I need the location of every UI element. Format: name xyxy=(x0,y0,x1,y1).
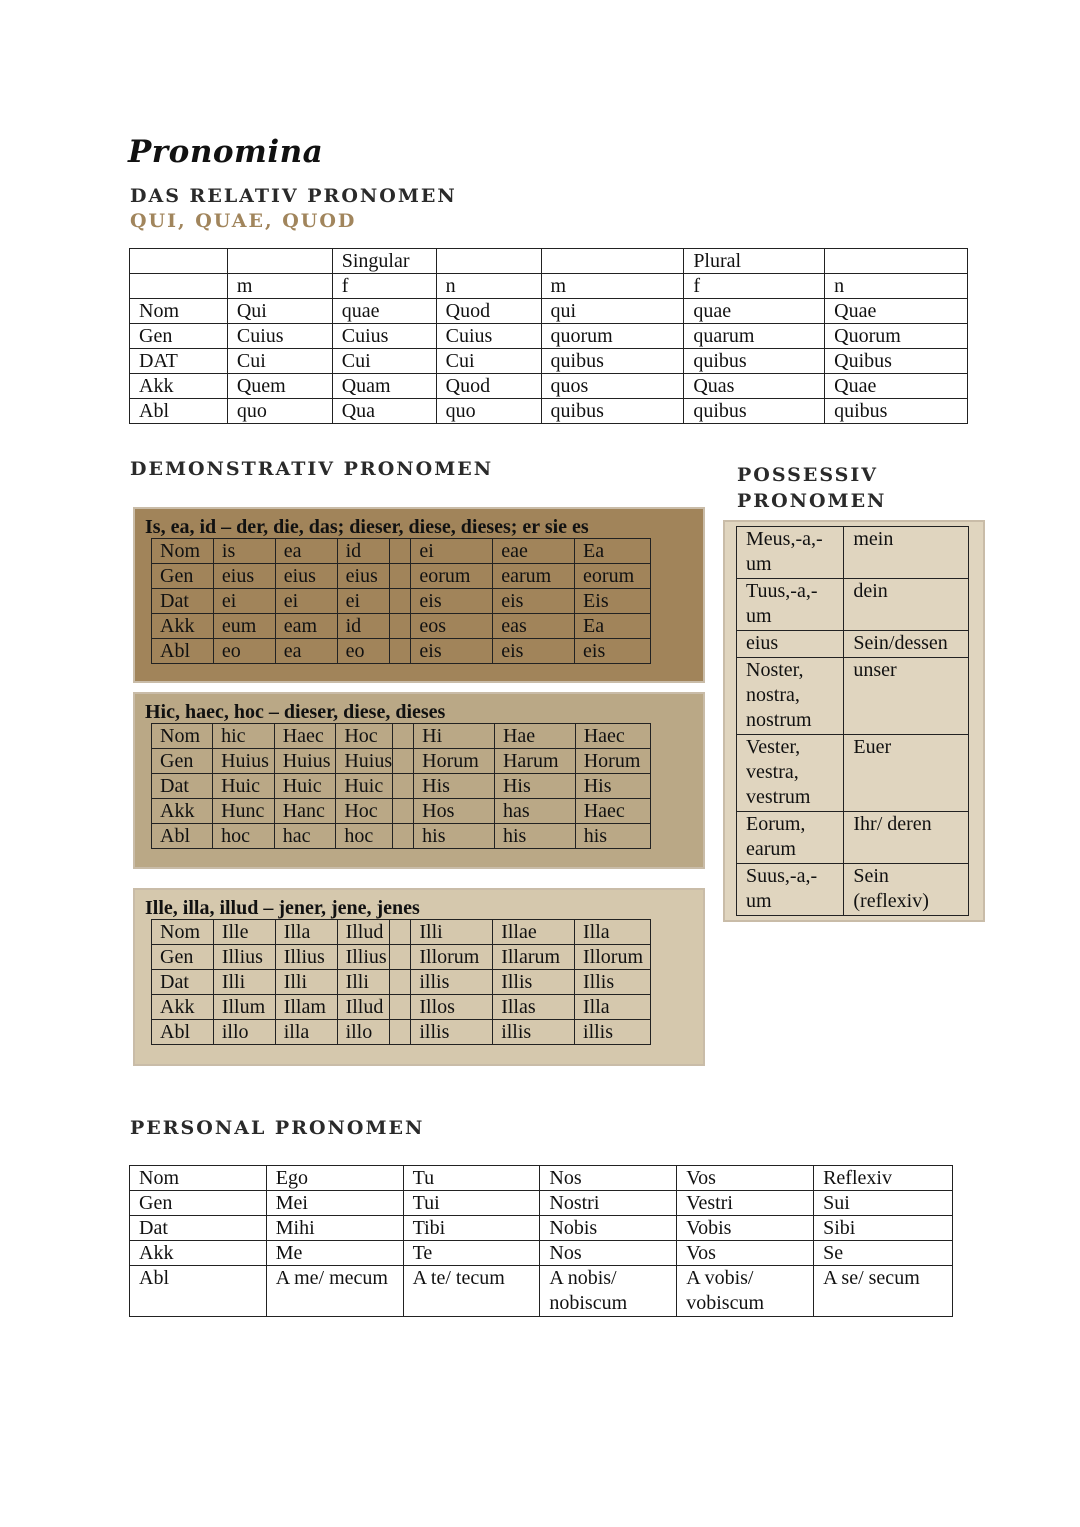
case-label: Abl xyxy=(152,1020,214,1045)
possessive-box xyxy=(723,520,985,922)
case-label: Gen xyxy=(130,324,228,349)
demonstrative-caption: Is, ea, id – der, die, das; dieser, diese, dieses; er sie es xyxy=(145,516,589,538)
latin-form: Meus,-a,- um xyxy=(737,527,844,579)
table-row xyxy=(152,589,651,614)
table-cell: Hi xyxy=(414,724,495,749)
table-cell: Cui xyxy=(332,349,436,374)
table-cell: eis xyxy=(411,589,493,614)
table-cell: Hos xyxy=(414,799,495,824)
latin-form: Suus,-a,- um xyxy=(737,864,844,916)
demonstrative-box-ille-illa-illud xyxy=(133,888,705,1066)
header-cell: n xyxy=(825,274,968,299)
table-cell: hic xyxy=(213,724,275,749)
table-cell: Illius xyxy=(213,945,275,970)
table-cell: Qui xyxy=(227,299,332,324)
case-label: Abl xyxy=(152,639,214,664)
table-cell: hoc xyxy=(213,824,275,849)
table-cell: illo xyxy=(337,1020,389,1045)
table-cell xyxy=(389,539,411,564)
latin-form: eius xyxy=(737,631,844,658)
table-row xyxy=(130,1191,953,1216)
table-cell xyxy=(389,639,411,664)
table-cell: Nos xyxy=(540,1166,677,1191)
table-cell: Horum xyxy=(575,749,650,774)
german-meaning: Ihr/ deren xyxy=(844,812,969,864)
table-cell: ei xyxy=(213,589,275,614)
possessive-pronoun-table xyxy=(736,526,969,916)
case-label: Dat xyxy=(130,1216,267,1241)
table-cell: hac xyxy=(274,824,336,849)
table-cell: Tui xyxy=(403,1191,540,1216)
table-cell: A me/ mecum xyxy=(266,1266,403,1317)
table-cell: Hoc xyxy=(336,799,393,824)
table-cell xyxy=(393,824,414,849)
table-cell: hoc xyxy=(336,824,393,849)
table-row xyxy=(737,527,969,579)
table-cell: Illa xyxy=(275,920,337,945)
table-cell xyxy=(393,774,414,799)
table-cell: eo xyxy=(337,639,389,664)
table-cell: Ille xyxy=(213,920,275,945)
table-row xyxy=(130,324,968,349)
table-cell: qui xyxy=(541,299,684,324)
table-row xyxy=(130,299,968,324)
table-row xyxy=(152,724,651,749)
case-label: Nom xyxy=(152,539,214,564)
table-cell: Quorum xyxy=(825,324,968,349)
table-cell: Ea xyxy=(575,614,651,639)
case-label: Abl xyxy=(130,399,228,424)
table-cell xyxy=(393,749,414,774)
table-cell: quo xyxy=(227,399,332,424)
table-cell: eorum xyxy=(575,564,651,589)
german-meaning: Sein/dessen xyxy=(844,631,969,658)
table-cell: A te/ tecum xyxy=(403,1266,540,1317)
table-row xyxy=(130,374,968,399)
table-cell: Illis xyxy=(575,970,651,995)
table-row xyxy=(152,970,651,995)
table-cell: Quae xyxy=(825,299,968,324)
table-cell: Illos xyxy=(411,995,493,1020)
table-cell: Ea xyxy=(575,539,651,564)
table-cell: Quam xyxy=(332,374,436,399)
table-cell: quae xyxy=(332,299,436,324)
table-cell: Huius xyxy=(336,749,393,774)
table-cell: Nos xyxy=(540,1241,677,1266)
table-row xyxy=(152,995,651,1020)
table-cell: A nobis/ nobiscum xyxy=(540,1266,677,1317)
table-cell: Huius xyxy=(274,749,336,774)
table-cell: eis xyxy=(493,639,575,664)
table-cell: quos xyxy=(541,374,684,399)
german-meaning: mein xyxy=(844,527,969,579)
case-label: DAT xyxy=(130,349,228,374)
table-cell: Me xyxy=(266,1241,403,1266)
table-cell: Huic xyxy=(213,774,275,799)
latin-form: Tuus,-a,- um xyxy=(737,579,844,631)
case-label: Nom xyxy=(152,724,213,749)
table-cell: Cuius xyxy=(227,324,332,349)
table-cell: Illud xyxy=(337,995,389,1020)
table-cell: quibus xyxy=(541,349,684,374)
relative-pronoun-table xyxy=(129,248,968,424)
table-cell: eius xyxy=(213,564,275,589)
page-title: Pronomina xyxy=(128,134,324,170)
table-cell: Quibus xyxy=(825,349,968,374)
demonstrative-table-hic-haec-hoc xyxy=(151,723,651,849)
demonstrative-table-ille-illa-illud xyxy=(151,919,651,1045)
gender-row xyxy=(130,274,968,299)
table-cell xyxy=(389,945,411,970)
table-cell: Hunc xyxy=(213,799,275,824)
demonstrative-box-hic-haec-hoc xyxy=(133,692,705,869)
german-meaning: Sein (reflexiv) xyxy=(844,864,969,916)
latin-form: Noster, nostra, nostrum xyxy=(737,658,844,735)
personal-heading: PERSONAL PRONOMEN xyxy=(130,1117,425,1139)
table-cell: eae xyxy=(493,539,575,564)
header-cell: Singular xyxy=(332,249,436,274)
table-cell xyxy=(389,589,411,614)
table-cell xyxy=(389,614,411,639)
table-row xyxy=(152,945,651,970)
header-cell xyxy=(541,249,684,274)
demonstrative-table-is-ea-id xyxy=(151,538,651,664)
relative-subheading: QUI, QUAE, QUOD xyxy=(130,210,357,232)
table-cell: his xyxy=(575,824,650,849)
table-row xyxy=(152,774,651,799)
table-cell: Huic xyxy=(336,774,393,799)
table-row xyxy=(737,579,969,631)
table-cell: id xyxy=(337,614,389,639)
table-cell: eas xyxy=(493,614,575,639)
header-cell xyxy=(130,249,228,274)
table-row xyxy=(130,399,968,424)
table-row xyxy=(152,824,651,849)
header-cell: f xyxy=(332,274,436,299)
table-cell: eos xyxy=(411,614,493,639)
table-cell: Ego xyxy=(266,1166,403,1191)
header-cell xyxy=(130,274,228,299)
table-cell: Haec xyxy=(575,799,650,824)
case-label: Nom xyxy=(152,920,214,945)
table-cell xyxy=(389,564,411,589)
table-cell: ea xyxy=(275,639,337,664)
header-row xyxy=(130,249,968,274)
table-cell xyxy=(389,970,411,995)
table-cell: Haec xyxy=(575,724,650,749)
table-cell: Reflexiv xyxy=(814,1166,953,1191)
table-cell: Illud xyxy=(337,920,389,945)
table-cell: Cuius xyxy=(332,324,436,349)
table-cell: Tibi xyxy=(403,1216,540,1241)
table-cell: eis xyxy=(411,639,493,664)
table-cell: Vos xyxy=(677,1241,814,1266)
latin-form: Eorum, earum xyxy=(737,812,844,864)
table-cell: Illum xyxy=(213,995,275,1020)
table-cell: Huic xyxy=(274,774,336,799)
table-cell: Illas xyxy=(493,995,575,1020)
case-label: Abl xyxy=(130,1266,267,1317)
table-cell: Quod xyxy=(436,374,541,399)
table-row xyxy=(737,864,969,916)
demonstrative-box-is-ea-id xyxy=(133,507,705,683)
case-label: Dat xyxy=(152,774,213,799)
table-cell: Hae xyxy=(494,724,575,749)
table-cell: eorum xyxy=(411,564,493,589)
table-cell: Quod xyxy=(436,299,541,324)
table-cell xyxy=(393,799,414,824)
table-cell: id xyxy=(337,539,389,564)
table-cell: quibus xyxy=(541,399,684,424)
table-cell: Qua xyxy=(332,399,436,424)
table-row xyxy=(737,735,969,812)
table-cell: ei xyxy=(337,589,389,614)
table-cell: His xyxy=(494,774,575,799)
table-cell: His xyxy=(414,774,495,799)
table-cell: illa xyxy=(275,1020,337,1045)
table-cell: Quem xyxy=(227,374,332,399)
table-cell: Huius xyxy=(213,749,275,774)
table-cell: eo xyxy=(213,639,275,664)
case-label: Akk xyxy=(152,799,213,824)
table-cell: Tu xyxy=(403,1166,540,1191)
header-cell xyxy=(825,249,968,274)
table-cell: Se xyxy=(814,1241,953,1266)
table-cell: illis xyxy=(411,970,493,995)
header-cell: n xyxy=(436,274,541,299)
table-cell: eam xyxy=(275,614,337,639)
table-cell: eum xyxy=(213,614,275,639)
case-label: Akk xyxy=(130,374,228,399)
table-cell: eius xyxy=(275,564,337,589)
table-cell: Cuius xyxy=(436,324,541,349)
table-cell: Illi xyxy=(337,970,389,995)
table-cell: Illarum xyxy=(493,945,575,970)
table-cell: illis xyxy=(411,1020,493,1045)
demonstrative-caption: Ille, illa, illud – jener, jene, jenes xyxy=(145,897,420,919)
table-cell: quorum xyxy=(541,324,684,349)
header-cell: m xyxy=(541,274,684,299)
table-cell xyxy=(389,1020,411,1045)
header-cell: f xyxy=(684,274,825,299)
case-label: Akk xyxy=(152,995,214,1020)
table-cell: Nostri xyxy=(540,1191,677,1216)
case-label: Akk xyxy=(152,614,214,639)
table-row xyxy=(130,1241,953,1266)
table-cell: quibus xyxy=(684,349,825,374)
table-cell: Vestri xyxy=(677,1191,814,1216)
table-cell: A vobis/ vobiscum xyxy=(677,1266,814,1317)
table-row xyxy=(152,614,651,639)
table-cell: Illi xyxy=(213,970,275,995)
table-cell: Illa xyxy=(575,995,651,1020)
table-cell: his xyxy=(414,824,495,849)
table-row xyxy=(152,564,651,589)
demonstrative-caption: Hic, haec, hoc – dieser, diese, dieses xyxy=(145,701,446,723)
relative-heading: DAS RELATIV PRONOMEN xyxy=(130,185,457,207)
table-cell: Illorum xyxy=(575,945,651,970)
table-cell: is xyxy=(213,539,275,564)
table-cell: Eis xyxy=(575,589,651,614)
case-label: Nom xyxy=(130,1166,267,1191)
header-cell xyxy=(436,249,541,274)
table-cell: ea xyxy=(275,539,337,564)
case-label: Akk xyxy=(130,1241,267,1266)
table-cell: Mei xyxy=(266,1191,403,1216)
table-cell: Illorum xyxy=(411,945,493,970)
table-cell: Sui xyxy=(814,1191,953,1216)
table-cell xyxy=(389,995,411,1020)
table-row xyxy=(152,920,651,945)
table-row xyxy=(152,639,651,664)
table-row xyxy=(130,1166,953,1191)
table-cell: Hanc xyxy=(274,799,336,824)
table-cell: his xyxy=(494,824,575,849)
table-cell: Nobis xyxy=(540,1216,677,1241)
table-cell: illis xyxy=(493,1020,575,1045)
table-cell: Horum xyxy=(414,749,495,774)
header-cell xyxy=(227,249,332,274)
table-cell: Illae xyxy=(493,920,575,945)
table-cell: Vos xyxy=(677,1166,814,1191)
header-cell: Plural xyxy=(684,249,825,274)
table-cell: Illius xyxy=(275,945,337,970)
table-cell: quibus xyxy=(825,399,968,424)
german-meaning: Euer xyxy=(844,735,969,812)
table-cell: eis xyxy=(575,639,651,664)
case-label: Gen xyxy=(152,749,213,774)
latin-form: Vester, vestra, vestrum xyxy=(737,735,844,812)
case-label: Gen xyxy=(152,564,214,589)
table-cell: Illius xyxy=(337,945,389,970)
table-cell: ei xyxy=(411,539,493,564)
table-cell: ei xyxy=(275,589,337,614)
table-cell: Harum xyxy=(494,749,575,774)
table-cell: Haec xyxy=(274,724,336,749)
table-cell: quibus xyxy=(684,399,825,424)
table-row xyxy=(737,658,969,735)
table-cell: Illis xyxy=(493,970,575,995)
german-meaning: unser xyxy=(844,658,969,735)
table-cell: eis xyxy=(493,589,575,614)
case-label: Nom xyxy=(130,299,228,324)
table-cell: illis xyxy=(575,1020,651,1045)
german-meaning: dein xyxy=(844,579,969,631)
demonstrative-heading: DEMONSTRATIV PRONOMEN xyxy=(130,458,494,480)
table-row xyxy=(152,749,651,774)
case-label: Gen xyxy=(152,945,214,970)
table-cell: Illi xyxy=(411,920,493,945)
table-cell: quarum xyxy=(684,324,825,349)
possessive-heading-line-1: POSSESSIV xyxy=(737,464,878,486)
table-cell: earum xyxy=(493,564,575,589)
personal-pronoun-table xyxy=(129,1165,953,1317)
table-cell: Sibi xyxy=(814,1216,953,1241)
table-cell: Te xyxy=(403,1241,540,1266)
table-cell: Cui xyxy=(436,349,541,374)
table-cell: Quas xyxy=(684,374,825,399)
table-cell: Hoc xyxy=(336,724,393,749)
table-row xyxy=(737,812,969,864)
table-cell: quo xyxy=(436,399,541,424)
table-cell: Cui xyxy=(227,349,332,374)
possessive-heading xyxy=(737,462,886,514)
table-cell: eius xyxy=(337,564,389,589)
case-label: Dat xyxy=(152,970,214,995)
table-cell: Illi xyxy=(275,970,337,995)
table-row xyxy=(152,539,651,564)
table-cell: Illa xyxy=(575,920,651,945)
table-cell: quae xyxy=(684,299,825,324)
table-cell: His xyxy=(575,774,650,799)
table-row xyxy=(152,799,651,824)
table-cell: illo xyxy=(213,1020,275,1045)
header-cell: m xyxy=(227,274,332,299)
table-cell xyxy=(389,920,411,945)
table-row xyxy=(130,1216,953,1241)
case-label: Dat xyxy=(152,589,214,614)
table-cell: Quae xyxy=(825,374,968,399)
table-cell: Mihi xyxy=(266,1216,403,1241)
table-row xyxy=(152,1020,651,1045)
table-cell: A se/ secum xyxy=(814,1266,953,1317)
table-cell: Vobis xyxy=(677,1216,814,1241)
table-cell xyxy=(393,724,414,749)
table-row xyxy=(130,349,968,374)
case-label: Abl xyxy=(152,824,213,849)
table-cell: Illam xyxy=(275,995,337,1020)
table-row xyxy=(737,631,969,658)
case-label: Gen xyxy=(130,1191,267,1216)
table-row xyxy=(130,1266,953,1317)
table-cell: has xyxy=(494,799,575,824)
possessive-heading-line-2: PRONOMEN xyxy=(737,490,887,512)
